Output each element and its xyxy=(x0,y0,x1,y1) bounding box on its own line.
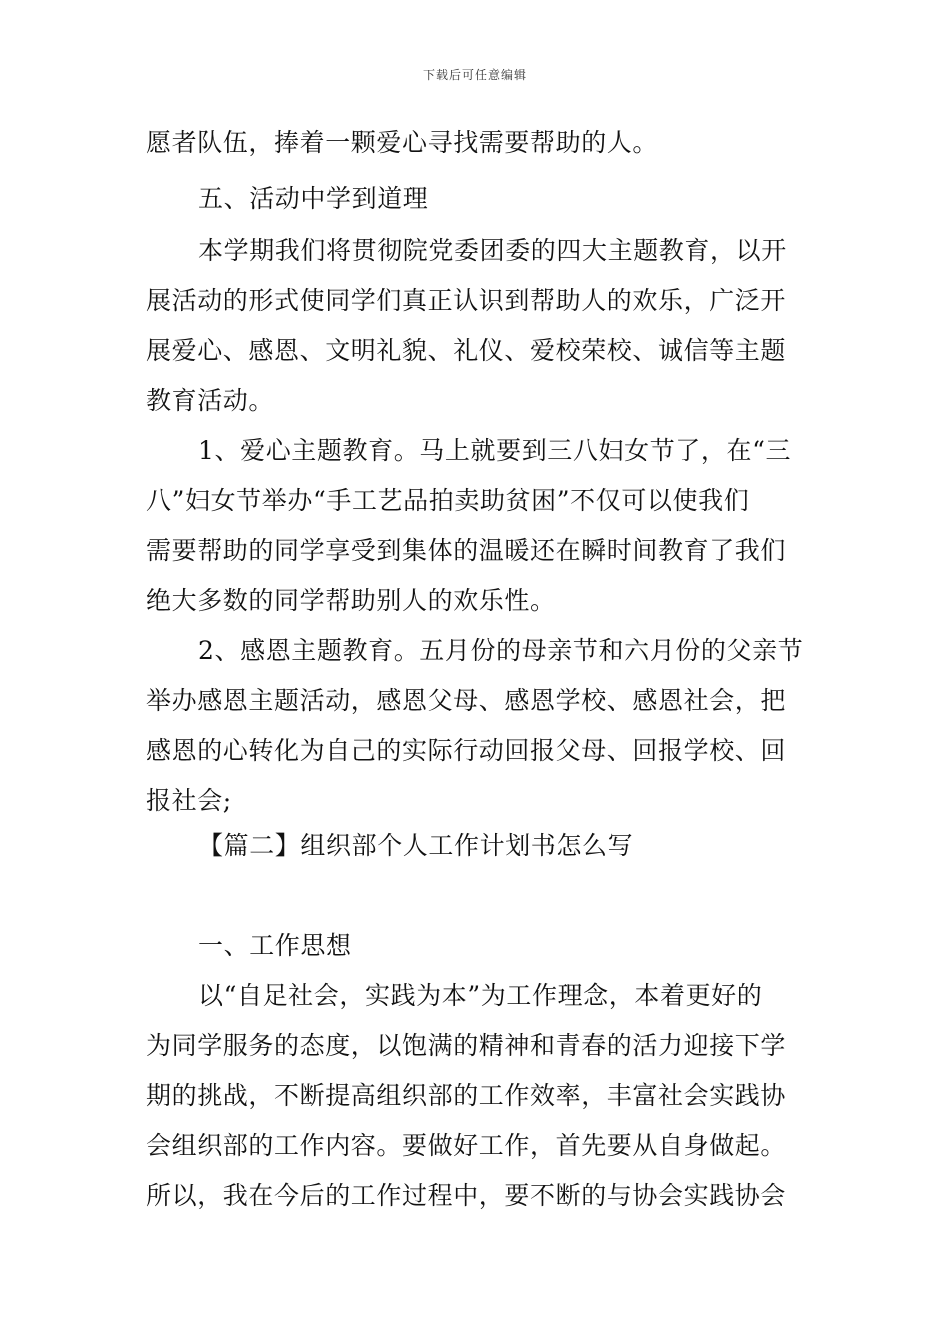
text-line: 会组织部的工作内容。要做好工作，首先要从自身做起。 xyxy=(146,1131,787,1160)
text-line: 举办感恩主题活动，感恩父母、感恩学校、感恩社会，把 xyxy=(146,686,787,715)
text-line: 需要帮助的同学享受到集体的温暖还在瞬时间教育了我们 xyxy=(146,536,787,565)
section-title: 【篇二】组织部个人工作计划书怎么写 xyxy=(198,831,634,860)
text-line: 教育活动。 xyxy=(146,386,275,415)
text-line: 报社会; xyxy=(146,786,232,815)
text-line: 绝大多数的同学帮助别人的欢乐性。 xyxy=(146,586,556,615)
text-line: 展爱心、感恩、文明礼貌、礼仪、爱校荣校、诚信等主题 xyxy=(146,336,787,365)
text-line: 所以，我在今后的工作过程中，要不断的与协会实践协会 xyxy=(146,1181,787,1210)
text-line: 本学期我们将贯彻院党委团委的四大主题教育，以开 xyxy=(198,236,787,265)
section-heading: 五、活动中学到道理 xyxy=(198,184,429,213)
text-line: 八”妇女节举办“手工艺品拍卖助贫困”不仅可以使我们 xyxy=(146,486,750,515)
text-line: 展活动的形式使同学们真正认识到帮助人的欢乐，广泛开 xyxy=(146,286,787,315)
section-heading: 一、工作思想 xyxy=(198,931,352,960)
text-line: 为同学服务的态度，以饱满的精神和青春的活力迎接下学 xyxy=(146,1031,787,1060)
text-line: 期的挑战，不断提高组织部的工作效率，丰富社会实践协 xyxy=(146,1081,787,1110)
text-line: 愿者队伍，捧着一颗爱心寻找需要帮助的人。 xyxy=(146,128,659,157)
text-line: 以“自足社会，实践为本”为工作理念，本着更好的 xyxy=(198,981,763,1010)
text-line: 感恩的心转化为自己的实际行动回报父母、回报学校、回 xyxy=(146,736,787,765)
page-header-note: 下载后可任意编辑 xyxy=(422,68,527,82)
text-line: 2、感恩主题教育。五月份的母亲节和六月份的父亲节 xyxy=(198,636,804,665)
text-line: 1、爱心主题教育。马上就要到三八妇女节了，在“三 xyxy=(198,436,792,465)
